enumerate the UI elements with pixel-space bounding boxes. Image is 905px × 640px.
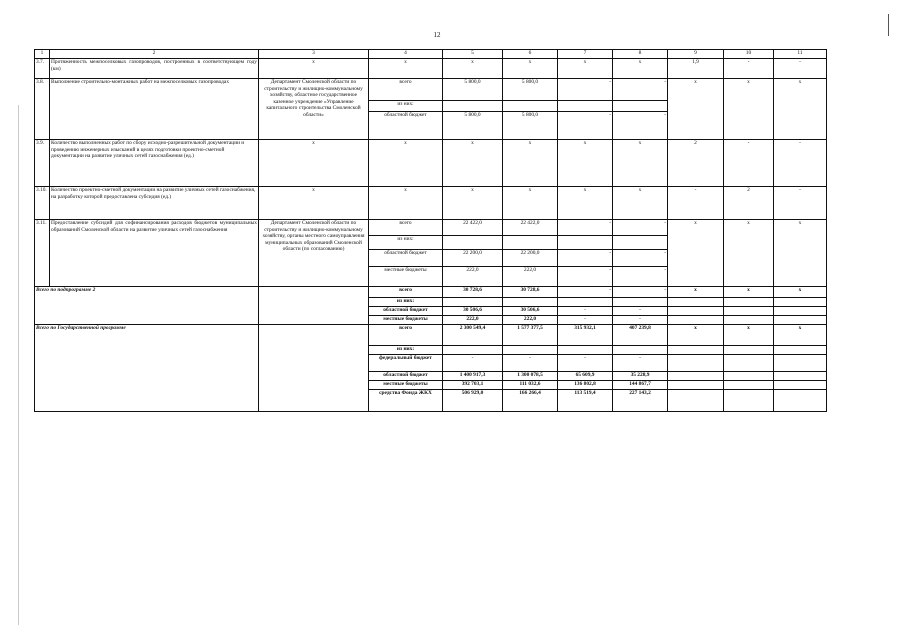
cell: x — [259, 140, 369, 187]
cell: x — [369, 59, 443, 79]
funding-label: всего — [369, 79, 443, 101]
cell: x — [613, 59, 668, 79]
cell: x — [369, 187, 443, 220]
row-3-11 — [35, 220, 827, 236]
header-cell: 11 — [774, 50, 827, 59]
cell: x — [668, 220, 724, 287]
cell: x — [668, 325, 724, 346]
funding-label: всего — [369, 287, 443, 298]
cell: 111 032,6 — [503, 381, 558, 390]
funding-label: всего — [369, 220, 443, 236]
cell: - — [558, 316, 613, 325]
cell: - — [613, 307, 668, 316]
cell: 22 422,0 — [503, 220, 558, 236]
cell: - — [558, 250, 613, 267]
funding-label: из них: — [369, 236, 443, 250]
funding-label: местные бюджеты — [369, 316, 443, 325]
cell: 222,0 — [503, 316, 558, 325]
executor-cell: Департамент Смоленской области по строительству и жилищно-коммунальному хозяйству, органы местного самоуправления муниципальных образований Смоленской области (по согласованию) — [259, 220, 369, 287]
cell: 2 — [724, 187, 774, 220]
cell: 222,0 — [443, 267, 503, 287]
subprogram-title: Всего по подпрограмме 2 — [35, 287, 259, 325]
cell: 30 728,6 — [503, 287, 558, 298]
subprogram-total — [35, 287, 827, 298]
cell: x — [558, 59, 613, 79]
cell: x — [558, 140, 613, 187]
cell: x — [259, 59, 369, 79]
cell: 227 143,2 — [613, 390, 668, 412]
cell: 65 609,9 — [558, 372, 613, 381]
cell: x — [369, 140, 443, 187]
header-cell: 6 — [503, 50, 558, 59]
cell: - — [613, 267, 668, 287]
header-cell: 10 — [724, 50, 774, 59]
header-row — [35, 50, 827, 59]
cell: x — [774, 79, 827, 140]
cell: x — [774, 287, 827, 298]
cell: - — [724, 140, 774, 187]
funding-label: местные бюджеты — [369, 267, 443, 287]
funding-label: областной бюджет — [369, 307, 443, 316]
cell: 1 577 377,5 — [503, 325, 558, 346]
cell: 222,0 — [503, 267, 558, 287]
cell: 5 800,0 — [503, 79, 558, 101]
cell: x — [613, 187, 668, 220]
cell: 113 519,4 — [558, 390, 613, 412]
funding-label: средства Фонда ЖКХ — [369, 390, 443, 412]
cell: - — [668, 187, 724, 220]
header-cell: 8 — [613, 50, 668, 59]
cell: x — [503, 140, 558, 187]
cell: - — [613, 112, 668, 140]
cell: x — [443, 140, 503, 187]
funding-label: местные бюджеты — [369, 381, 443, 390]
cell: - — [613, 287, 668, 298]
cell: - — [503, 355, 558, 372]
cell: 136 802,8 — [558, 381, 613, 390]
cell: 22 422,0 — [443, 220, 503, 236]
header-cell: 4 — [369, 50, 443, 59]
funding-label: из них: — [369, 346, 443, 355]
row-description: Количество выполненных работ по сбору исходно-разрешительной документации и проведению инженерных изысканий в целях подготовки проектно-сметной документации на развитие уличных сетей газоснабжения (ед.) — [50, 140, 259, 187]
row-3-9 — [35, 140, 827, 187]
cell: - — [613, 355, 668, 372]
cell: 2 — [668, 140, 724, 187]
cell: - — [774, 59, 827, 79]
header-cell: 7 — [558, 50, 613, 59]
cell: x — [724, 220, 774, 287]
cell: x — [724, 79, 774, 140]
cell: 315 932,1 — [558, 325, 613, 346]
row-number: 3.8. — [35, 79, 50, 140]
cell: - — [613, 250, 668, 267]
funding-label: всего — [369, 325, 443, 346]
row-description: Количество проектно-сметной документации на развитие уличных сетей газоснабжения, на разработку которой предоставлена субсидия (ед.) — [50, 187, 259, 220]
cell: x — [668, 79, 724, 140]
edge-mark — [888, 14, 889, 36]
cell: 30 728,6 — [443, 287, 503, 298]
cell: 506 929,0 — [443, 390, 503, 412]
cell: x — [724, 325, 774, 346]
cell: 35 228,9 — [613, 372, 668, 381]
cell: 2 300 549,4 — [443, 325, 503, 346]
cell: 1 300 078,5 — [503, 372, 558, 381]
cell: x — [259, 187, 369, 220]
header-cell: 3 — [259, 50, 369, 59]
row-description: Выполнение строительно-монтажных работ на межпоселковых газопроводах — [50, 79, 259, 140]
cell: x — [443, 187, 503, 220]
cell: - — [613, 79, 668, 101]
funding-label: из них: — [369, 101, 443, 112]
funding-label: федеральный бюджет — [369, 355, 443, 372]
cell: 22 200,0 — [503, 250, 558, 267]
header-cell: 1 — [35, 50, 50, 59]
scan-edge-line — [18, 105, 19, 625]
row-description: Предоставление субсидий для софинансирования расходов бюджетов муниципальных образований Смоленской области на развитие уличных сетей газоснабжения — [50, 220, 259, 287]
cell: 392 703,1 — [443, 381, 503, 390]
cell: x — [503, 187, 558, 220]
cell: x — [668, 287, 724, 298]
page-number: 12 — [433, 31, 441, 39]
cell: 222,0 — [443, 316, 503, 325]
cell: - — [558, 307, 613, 316]
row-3-7 — [35, 59, 827, 79]
row-3-10 — [35, 187, 827, 220]
row-3-8 — [35, 79, 827, 101]
cell: 1,9 — [668, 59, 724, 79]
header-cell: 9 — [668, 50, 724, 59]
cell: x — [443, 59, 503, 79]
executor-cell: Департамент Смоленской области по строительству и жилищно-коммунальному хозяйству, областное государственное казенное учреждение «Управление капитального строительства Смоленской области» — [259, 79, 369, 140]
cell: - — [613, 220, 668, 236]
funding-label: из них: — [369, 298, 443, 307]
cell: x — [558, 187, 613, 220]
header-cell: 2 — [50, 50, 259, 59]
row-number: 3.7. — [35, 59, 50, 79]
cell: 30 506,6 — [503, 307, 558, 316]
funding-label: областной бюджет — [369, 112, 443, 140]
cell: 22 200,0 — [443, 250, 503, 267]
row-number: 3.10. — [35, 187, 50, 220]
program-title: Всего по Государственной программе — [35, 325, 259, 412]
cell: - — [724, 59, 774, 79]
cell: - — [558, 79, 613, 101]
funding-label: областной бюджет — [369, 372, 443, 381]
header-cell: 5 — [443, 50, 503, 59]
cell: - — [613, 316, 668, 325]
row-description: Протяженность межпоселковых газопроводов, построенных в соответствующем году (км) — [50, 59, 259, 79]
cell: 166 266,4 — [503, 390, 558, 412]
cell: x — [774, 325, 827, 346]
cell: 5 800,0 — [443, 79, 503, 101]
cell: 5 800,0 — [443, 112, 503, 140]
cell: x — [613, 140, 668, 187]
cell: - — [558, 220, 613, 236]
program-total — [35, 325, 827, 346]
cell: - — [558, 267, 613, 287]
cell: - — [558, 355, 613, 372]
cell: - — [558, 287, 613, 298]
cell: - — [558, 112, 613, 140]
funding-label: областной бюджет — [369, 250, 443, 267]
cell: x — [503, 59, 558, 79]
cell: 5 800,0 — [503, 112, 558, 140]
row-number: 3.9. — [35, 140, 50, 187]
cell: - — [774, 140, 827, 187]
cell: - — [443, 355, 503, 372]
cell: x — [724, 287, 774, 298]
cell: x — [774, 220, 827, 287]
cell: 407 239,8 — [613, 325, 668, 346]
program-table — [34, 49, 827, 412]
row-number: 3.11. — [35, 220, 50, 287]
cell: 30 506,6 — [443, 307, 503, 316]
cell: - — [774, 187, 827, 220]
cell: 1 400 917,3 — [443, 372, 503, 381]
cell: 144 867,7 — [613, 381, 668, 390]
